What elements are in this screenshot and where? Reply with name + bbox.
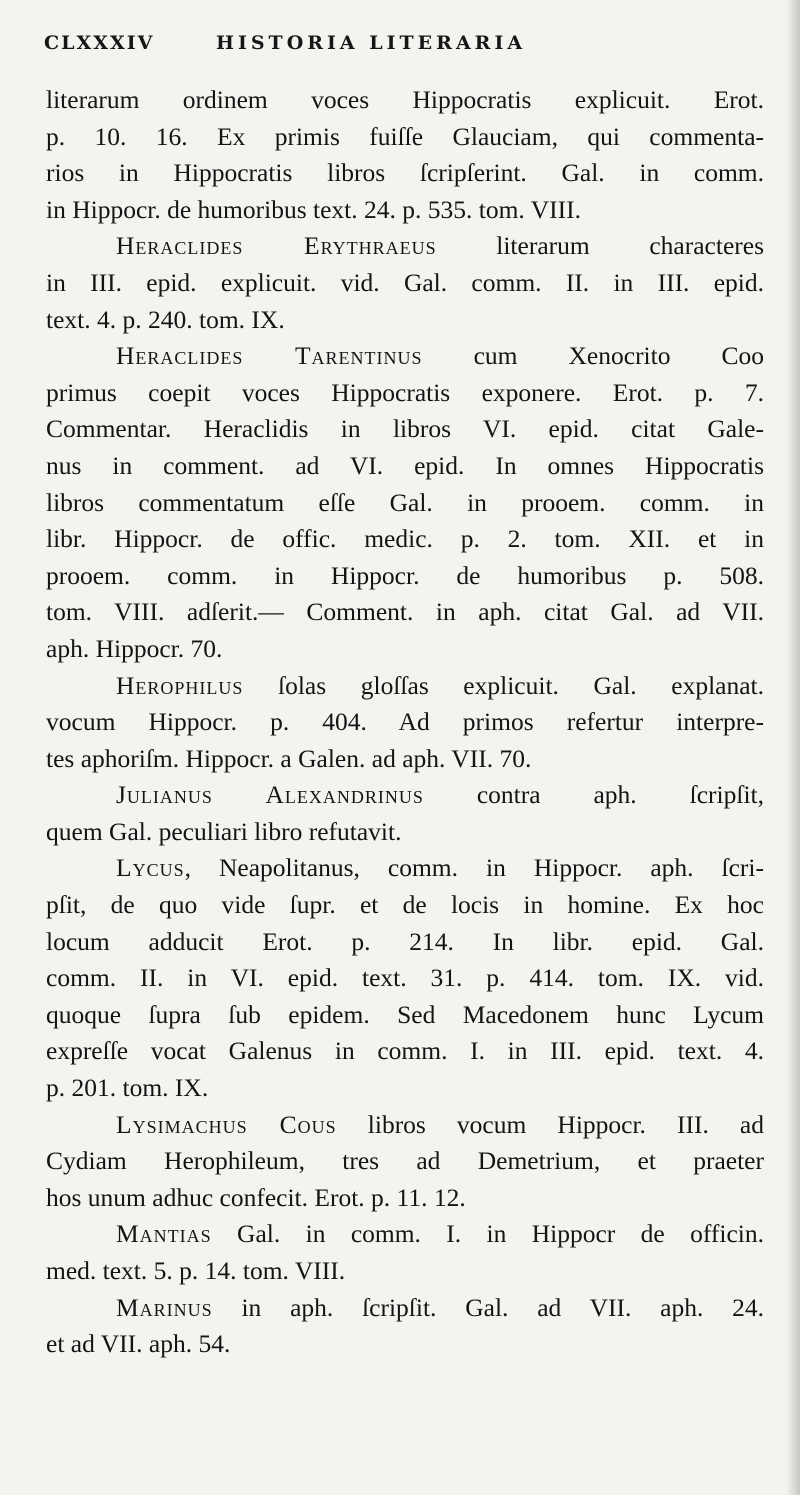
text-line: libros commentatum eſſe Gal. in prooem. comm. in <box>46 487 764 517</box>
entry-lycus <box>46 850 764 1106</box>
body-text <box>46 82 764 1363</box>
text-line: in Hippocr. de humoribus text. 24. p. 535. tom. VIII. <box>46 194 581 224</box>
running-header <box>44 32 527 54</box>
text-line: quem Gal. peculiari libro refutavit. <box>46 816 402 846</box>
entry-mantias <box>46 1216 764 1289</box>
entry-first-line <box>46 850 764 887</box>
entry-first-line <box>46 668 764 705</box>
text-fragment: , Neapolitanus, comm. in Hippocr. aph. ſcri- <box>184 853 764 883</box>
text-line: libr. Hippocr. de offic. medic. p. 2. tom. XII. et in <box>46 524 764 554</box>
text-fragment: cum Xenocrito Coo <box>422 341 765 371</box>
text-fragment: libros vocum Hippocr. III. ad <box>336 1109 765 1139</box>
text-line: comm. II. in VI. epid. text. 31. p. 414. tom. IX. vid. <box>46 963 764 993</box>
author-name: Heraclides Tarentinus <box>116 341 423 371</box>
text-line: med. text. 5. p. 14. tom. VIII. <box>46 1256 346 1285</box>
text-line: tes aphoriſm. Hippocr. a Galen. ad aph. VII. 70. <box>46 743 532 773</box>
text-fragment: ſolas gloſſas explicuit. Gal. explanat. <box>243 670 764 700</box>
text-line: literarum ordinem voces Hippocratis explicuit. Erot. <box>46 85 764 114</box>
text-line: prooem. comm. in Hippocr. de humoribus p. 508. <box>46 560 764 590</box>
text-line: rios in Hippocratis libros ſcripſerint. Gal. in comm. <box>46 158 764 188</box>
entry-first-line <box>46 338 764 375</box>
entry-first-line <box>46 1216 764 1253</box>
text-line: in III. epid. explicuit. vid. Gal. comm. II. in III. epid. <box>46 267 764 297</box>
entry-julianus-alexandrinus <box>46 777 764 850</box>
text-line: primus coepit voces Hippocratis exponere. Erot. p. 7. <box>46 377 764 407</box>
author-name: Heraclides Erythraeus <box>116 231 437 261</box>
text-line: tom. VIII. adſerit.— Comment. in aph. citat Gal. ad VII. <box>46 597 764 627</box>
entry-first-line <box>46 1290 764 1327</box>
entry-first-line <box>46 1107 764 1144</box>
author-name: Marinus <box>116 1292 213 1322</box>
text-line: hos unum adhuc confecit. Erot. p. 11. 12. <box>46 1182 466 1212</box>
entry-heraclides-tarentinus <box>46 338 764 667</box>
text-line: Cydiam Herophileum, tres ad Demetrium, et praeter <box>46 1146 764 1176</box>
entry-heraclides-erythraeus <box>46 228 764 338</box>
entry-marinus <box>46 1290 764 1363</box>
text-line: nus in comment. ad VI. epid. In omnes Hippocratis <box>46 450 764 480</box>
entry-continuation <box>46 82 764 228</box>
text-line: expreſſe vocat Galenus in comm. I. in III. epid. text. 4. <box>46 1036 764 1066</box>
author-name: Lysimachus Cous <box>116 1109 337 1139</box>
running-title: HISTORIA LITERARIA <box>216 32 527 54</box>
entry-lysimachus-cous <box>46 1107 764 1217</box>
text-fragment: in aph. ſcripſit. Gal. ad VII. aph. 24. <box>212 1292 764 1322</box>
author-name: Mantias <box>116 1219 212 1249</box>
page-edge-shadow <box>786 0 800 1495</box>
entry-first-line <box>46 228 764 265</box>
page-number: CLXXXIV <box>44 32 155 54</box>
text-line: aph. Hippocr. 70. <box>46 633 223 663</box>
text-line: vocum Hippocr. p. 404. Ad primos refertur interpre- <box>46 707 764 737</box>
text-fragment: literarum characteres <box>436 231 764 261</box>
text-line: Commentar. Heraclidis in libros VI. epid. citat Gale- <box>46 414 764 444</box>
text-line: pſit, de quo vide ſupr. et de locis in homine. Ex hoc <box>46 890 764 920</box>
text-line: locum adducit Erot. p. 214. In libr. epid. Gal. <box>46 926 764 956</box>
text-line: quoque ſupra ſub epidem. Sed Macedonem hunc Lycum <box>46 999 764 1029</box>
text-line: text. 4. p. 240. tom. IX. <box>46 304 285 334</box>
author-name: Lycus <box>116 853 185 883</box>
entry-herophilus <box>46 668 764 778</box>
text-line: p. 201. tom. IX. <box>46 1073 209 1103</box>
author-name: Julianus Alexandrinus <box>116 780 424 810</box>
text-fragment: contra aph. ſcripſit, <box>423 780 764 810</box>
text-line: et ad VII. aph. 54. <box>46 1329 231 1359</box>
text-fragment: Gal. in comm. I. in Hippocr de officin. <box>211 1219 764 1249</box>
text-line: p. 10. 16. Ex primis fuiſſe Glauciam, qui commenta- <box>46 121 764 151</box>
entry-first-line <box>46 777 764 814</box>
author-name: Herophilus <box>116 670 244 700</box>
